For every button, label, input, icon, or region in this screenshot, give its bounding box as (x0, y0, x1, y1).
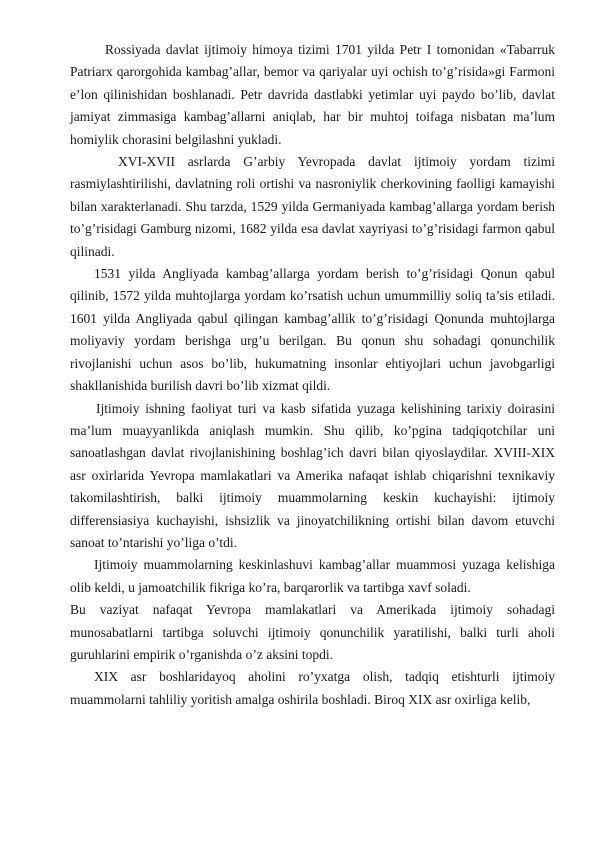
paragraph-poverty-problem: Ijtimoiy muammolarning keskinlashuvi kambag’allar muammosi yuzaga kelishiga olib keldi, u jamoatchilik fikriga ko’ra, barqarorlik va tartibga xavf soladi. (70, 557, 555, 595)
paragraph-social-legislation: Bu vaziyat nafaqat Yevropa mamlakatlari va Amerikada ijtimoiy sohadagi munosabatlarni tartibga soluvchi ijtimoiy qonunchilik yaratilishi, balki turli aholi guruhlarini empirik o’rganishda o’z aksini topdi. (70, 602, 555, 662)
paragraph-england-poor-laws: 1531 yilda Angliyada kambag’allarga yordam berish to’g’risidagi Qonun qabul qilinib, 1572 yilda muhtojlarga yordam ko’rsatish uchun umummilliy soliq ta’sis etiladi. 1601 yilda Angliyada qabul qilingan kambag’allik to’g’risidagi Qonunda muhtojlarga moliyaviy yordam berishga urg’u berilgan. Bu qonun shu sohadagi qonunchilik rivojlanishi uchun asos bo’lib, hukumatning insonlar ehtiyojlari uchun javobgarligi shakllanishida burilish davri bo’lib xizmat qildi. (70, 266, 555, 394)
paragraph-social-work-origins: Ijtimoiy ishning faoliyat turi va kasb sifatida yuzaga kelishining tarixiy doirasini ma’lum muayyanlikda aniqlash mumkin. Shu qilib, ko’pgina tadqiqotchilar uni sanoatlashgan davlat rivojlanishining boshlag’ich davri bilan qiyoslaydilar. XVIII-XIX asr oxirlarida Yevropa mamlakatlari va Amerika nafaqat ishlab chiqarishni texnikaviy takomilashtirish, balki ijtimoiy muammolarning keskin kuchayishi: ijtimoiy differensiasiya kuchayishi, ishsizlik va jinoyatchilikning ortishi bilan davom etuvchi sanoat to’ntarishi yo’liga o’tdi. (70, 400, 555, 550)
paragraph-western-europe: XVI-XVII asrlarda G’arbiy Yevropada davlat ijtimoiy yordam tizimi rasmiylashtirilishi, davlatning roli ortishi va nasroniylik cherkovining faolligi kamayishi bilan xarakterlanadi. Shu tarzda, 1529 yilda Germaniyada kambag’allarga yordam berish to’g’risidagi Gamburg nizomi, 1682 yilda esa davlat xayriyasi to’g’risidagi farmon qabul qilinadi. (70, 154, 555, 259)
paragraph-nineteenth-century: XIX asr boshlaridayoq aholini ro’yxatga olish, tadqiq etishturli ijtimoiy muammolarni tahliliy yoritish amalga oshirila boshladi. Biroq XIX asr oxirliga kelib, (70, 669, 555, 707)
paragraph-russia-social-protection: Rossiyada davlat ijtimoiy himoya tizimi 1701 yilda Petr I tomonidan «Tabarruk Patriarx qarorgohida kambag’allar, bemor va qariyalar uyi ochish to’g’risida»gi Farmoni e’lon qilinishidan boshlanadi. Petr davrida dastlabki yetimlar uyi paydo bo’lib, davlat jamiyat zimmasiga kambag’allarni aniqlab, har bir muhtoj toifaga nisbatan ma’lum homiylik chorasini belgilashni yukladi. (70, 42, 555, 147)
